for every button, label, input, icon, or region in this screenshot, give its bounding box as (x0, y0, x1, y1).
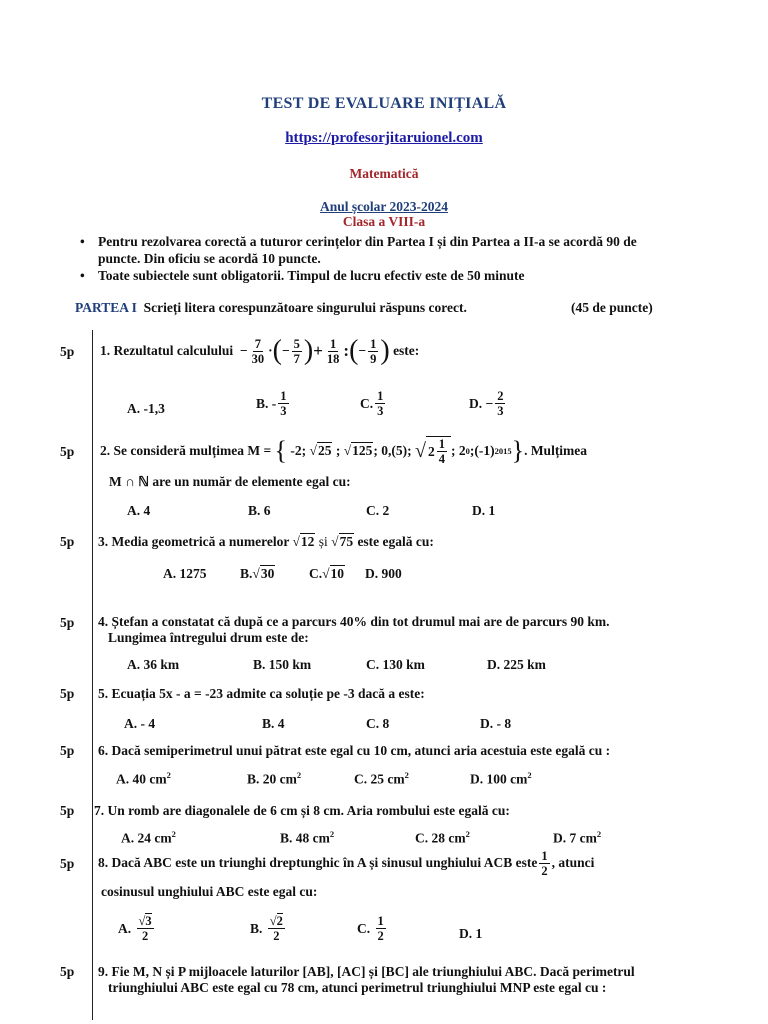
subject-label: Matematică (349, 166, 419, 181)
points-label: 5p (60, 856, 75, 871)
option-b: B. 6 (248, 503, 271, 518)
option-d: D. 1 (459, 926, 483, 941)
question-3: 3. Media geometrică a numerelor √12 și √75 este egală cu: (98, 534, 434, 549)
option-b: B. 48 $cm^2$ (280, 829, 335, 846)
option-c: C. $\frac{1}{3}$ (360, 389, 384, 418)
points-label: 5p (60, 743, 75, 758)
part-heading (75, 300, 467, 316)
instruction-item: • Pentru rezolvarea corectă a tuturor cerințelor din Partea I și din Partea a II-a se acordă 90 de puncte. Din oficiu se acordă 10 puncte. (80, 233, 680, 267)
margin-line (92, 330, 93, 1020)
option-d: D. 900 (365, 566, 402, 581)
option-c: C. 25 $cm^2$ (354, 770, 409, 787)
instruction-item: • Toate subiectele sunt obligatorii. Timpul de lucru efectiv este de 50 minute (80, 267, 680, 284)
option-d: D. 7 $cm^2$ (553, 829, 602, 846)
points-label: 5p (60, 534, 75, 549)
question-8-line2: cosinusul unghiului ABC este egal cu: (101, 884, 318, 899)
option-c: C. 2 (366, 503, 390, 518)
website-link[interactable]: https://profesorjitaruionel.com (285, 130, 483, 146)
question-5: 5. Ecuația 5x - a = -23 admite ca soluție pe -3 dacă a este: (98, 686, 425, 701)
option-d: D. 225 km (487, 657, 546, 672)
option-c: C. 130 km (366, 657, 425, 672)
option-a: A. 40 $cm^2$ (116, 770, 171, 787)
question-4: 4. Ștefan a constatat că după ce a parcurs 40% din tot drumul mai are de parcurs 90 km. (98, 614, 610, 629)
question-6: 6. Dacă semiperimetrul unui pătrat este egal cu 10 cm, atunci aria acestuia este egală cu : (98, 743, 611, 758)
option-d: D. − $\frac{2}{3}$ (469, 389, 504, 418)
page-title: TEST DE EVALUARE INIȚIALĂ (261, 95, 507, 112)
points-label: 5p (60, 686, 75, 701)
option-b: B.√30 (240, 566, 275, 581)
option-d: D. 100 $cm^2$ (470, 770, 532, 787)
option-b: B. - $\frac{1}{3}$ (256, 389, 287, 418)
option-b: B. 20 $cm^2$ (247, 770, 302, 787)
question-7: 7. Un romb are diagonalele de 6 cm și 8 cm. Aria rombului este egală cu: (94, 803, 510, 818)
part-label: PARTEA I (75, 300, 137, 315)
option-b: B. 4 (262, 716, 285, 731)
option-c: C.√10 (309, 566, 345, 581)
points-label: 5p (60, 444, 75, 459)
points-label: 5p (60, 615, 75, 630)
option-d: D. - 8 (480, 716, 512, 731)
option-a: A. 1275 (163, 566, 207, 581)
option-a: A. 4 (127, 503, 151, 518)
part-instruction: Scrieți litera corespunzătoare singurului răspuns corect. (143, 300, 467, 315)
school-year: Anul școlar 2023-2024 (319, 199, 448, 214)
points-label: 5p (60, 803, 75, 818)
points-label: 5p (60, 964, 75, 979)
option-b: B. 150 km (253, 657, 312, 672)
part-points: (45 de puncte) (571, 300, 653, 315)
instructions-list (80, 233, 680, 284)
option-a: A. - 4 (124, 716, 156, 731)
option-a: A. 24 $cm^2$ (121, 829, 176, 846)
question-8: 8. Dacă ABC este un triunghi dreptunghic în A și sinusul unghiului ACB este $\frac{1}{2}$ , atunci (98, 848, 595, 878)
option-a: A. $\frac{√3}{2}$ (118, 914, 152, 943)
option-c: C. $\frac{1}{2}$ (357, 914, 384, 943)
question-1: 1. Rezultatul calculului − $\frac{7}{30}$ · ( − $\frac{5}{7}$ ) + $\frac{1}{18}$ : ( − $\frac{1}{9}$ ) este: (100, 335, 420, 366)
option-c: C. 8 (366, 716, 390, 731)
option-c: C. 28 $cm^2$ (415, 829, 470, 846)
question-9: 9. Fie M, N și P mijloacele laturilor [AB], [AC] și [BC] ale triunghiului ABC. Dacă perimetrul (98, 964, 635, 979)
question-4-line2: Lungimea întregului drum este de: (108, 630, 309, 645)
class-label: Clasa a VIII-a (342, 214, 426, 229)
option-b: B. $\frac{√2}{2}$ (250, 914, 283, 943)
option-a: A. -1,3 (127, 401, 165, 416)
points-label: 5p (60, 344, 75, 359)
option-a: A. 36 km (127, 657, 180, 672)
question-2: 2. Se consideră mulțimea M = { -2; √25 ; √125 ; 0,(5); √ 2 $\frac{1}{4}$ ; 2 0 ;(-1) 2015 } . Mulțimea (100, 436, 588, 466)
question-9-line2: triunghiului ABC este egal cu 78 cm, atunci perimetrul triunghiului MNP este egal cu : (108, 980, 607, 995)
question-2-line2: M ∩ ℕ are un număr de elemente egal cu: (109, 474, 351, 489)
option-d: D. 1 (472, 503, 496, 518)
